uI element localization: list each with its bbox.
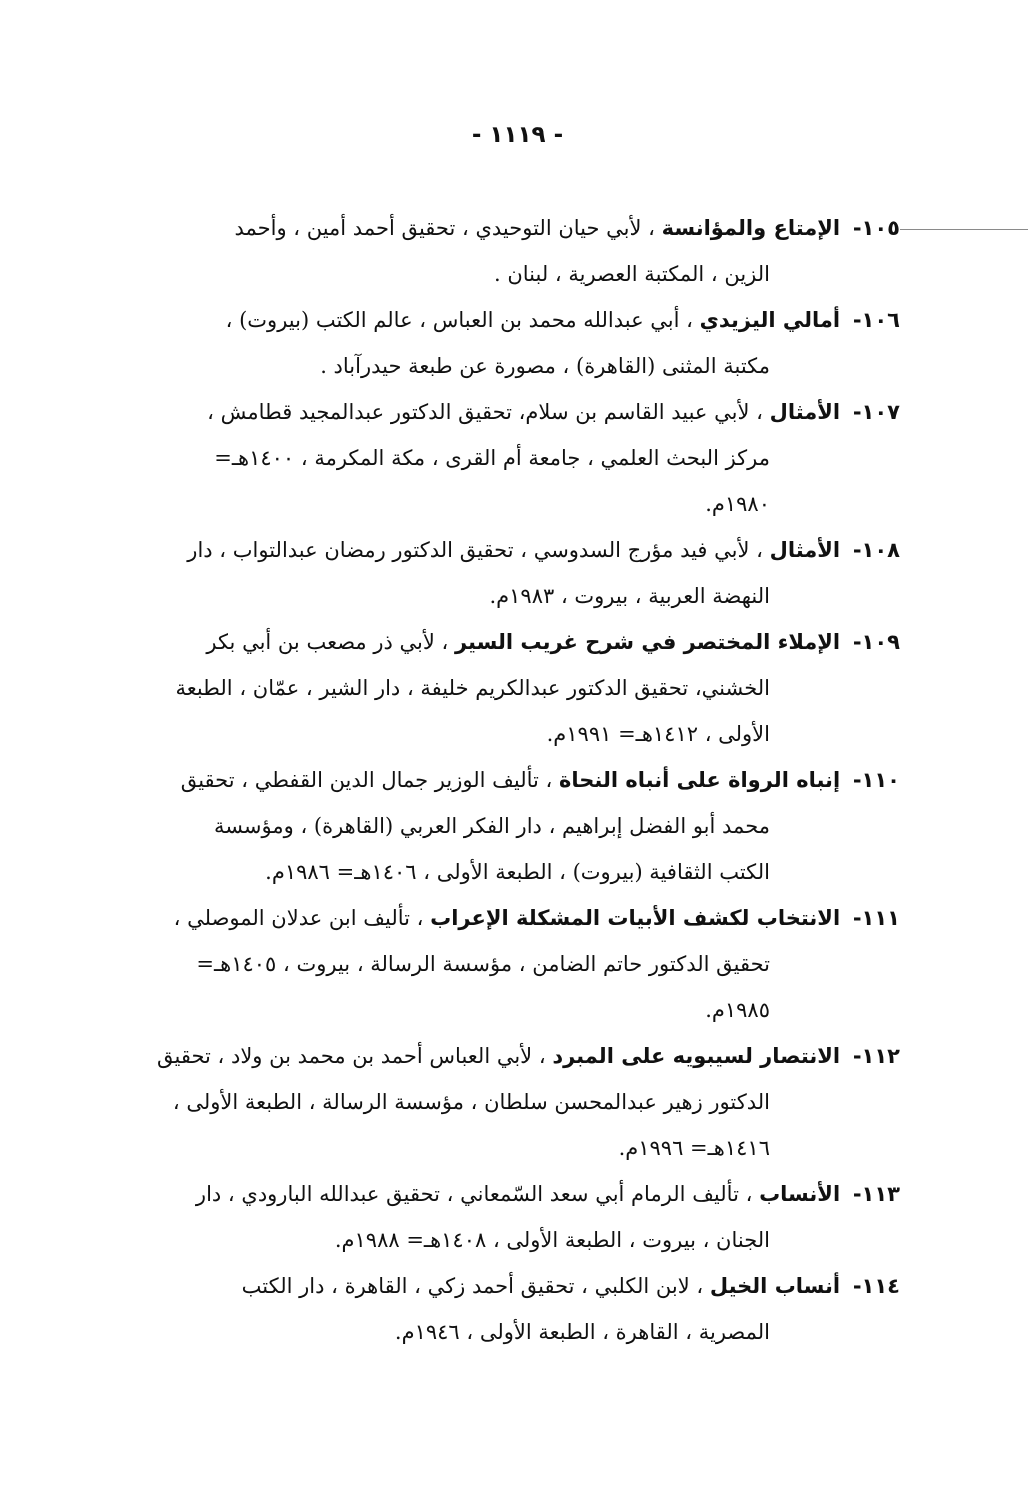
- margin-rule: [900, 229, 1028, 230]
- entry-text: ، أبي عبدالله محمد بن العباس ، عالم الكتب (بيروت) ،: [225, 308, 693, 332]
- entry-title: الإملاء المختصر في شرح غريب السير: [454, 630, 841, 654]
- entry-text: تحقيق الدكتور حاتم الضامن ، مؤسسة الرسالة ، بيروت ، ١٤٠٥هـ=: [196, 952, 770, 976]
- entry-text: مكتبة المثنى (القاهرة) ، مصورة عن طبعة حيدرآباد .: [320, 354, 770, 378]
- bibliography-entry: [120, 895, 900, 1033]
- entry-first-line: [120, 895, 900, 941]
- entry-text: ، لأبي ذر مصعب بن أبي بكر: [206, 630, 449, 654]
- entry-text: الدكتور زهير عبدالمحسن سلطان ، مؤسسة الرسالة ، الطبعة الأولى ،: [172, 1090, 770, 1114]
- entry-text: النهضة العربية ، بيروت ، ١٩٨٣م.: [489, 584, 770, 608]
- entry-number: ١٠٨-: [852, 538, 900, 562]
- entry-text: الأولى ، ١٤١٢هـ= ١٩٩١م.: [546, 722, 770, 746]
- entry-text: ، تأليف الوزير جمال الدين القفطي ، تحقيق: [180, 768, 553, 792]
- entry-title: الإمتاع والمؤانسة: [661, 216, 841, 240]
- entry-text: ، تأليف الرمام أبي سعد السّمعاني ، تحقيق عبدالله البارودي ، دار: [195, 1182, 753, 1206]
- entry-text: الخشني، تحقيق الدكتور عبدالكريم خليفة ، دار الشير ، عمّان ، الطبعة: [175, 676, 770, 700]
- bibliography-entry: [120, 1263, 900, 1355]
- entry-first-line: [120, 297, 900, 343]
- bibliography-entry: [120, 205, 900, 297]
- bibliography-entry: [120, 527, 900, 619]
- entry-title: أنساب الخيل: [709, 1274, 841, 1298]
- entry-number: ١١١-: [852, 906, 900, 930]
- entry-first-line: [120, 1033, 900, 1079]
- entry-number: ١٠٧-: [852, 400, 900, 424]
- bibliography-entry: [120, 1171, 900, 1263]
- entry-number: ١٠٥-: [852, 216, 900, 240]
- entry-title: الأنساب: [759, 1182, 841, 1206]
- entry-first-line: [120, 1171, 900, 1217]
- entry-text: الكتب الثقافية (بيروت) ، الطبعة الأولى ، ١٤٠٦هـ= ١٩٨٦م.: [265, 860, 770, 884]
- entry-text: ، لأبي حيان التوحيدي ، تحقيق أحمد أمين ، وأحمد: [234, 216, 655, 240]
- entry-number: ١١٢-: [852, 1044, 900, 1068]
- bibliography-entry: [120, 757, 900, 895]
- entry-title: الأمثال: [769, 538, 841, 562]
- bibliography-entry: [120, 389, 900, 527]
- entry-title: إنباه الرواة على أنباه النحاة: [558, 768, 841, 792]
- entry-title: الأمثال: [769, 400, 841, 424]
- entry-text: محمد أبو الفضل إبراهيم ، دار الفكر العربي (القاهرة) ، ومؤسسة: [213, 814, 770, 838]
- entry-number: ١٠٩-: [852, 630, 900, 654]
- entry-first-line: [120, 757, 900, 803]
- page-number: - ١١١٩ -: [471, 122, 564, 148]
- entry-text: الزين ، المكتبة العصرية ، لبنان .: [494, 262, 770, 286]
- entry-text: ، لأبي العباس أحمد بن محمد بن ولاد ، تحقيق: [156, 1044, 546, 1068]
- entry-text: المصرية ، القاهرة ، الطبعة الأولى ، ١٩٤٦م.: [394, 1320, 770, 1344]
- entry-number: ١١٣-: [852, 1182, 900, 1206]
- entry-first-line: [120, 205, 900, 251]
- entry-title: الانتصار لسيبويه على المبرد: [552, 1044, 841, 1068]
- bibliography-entry: [120, 619, 900, 757]
- entry-text: مركز البحث العلمي ، جامعة أم القرى ، مكة المكرمة ، ١٤٠٠هـ=: [214, 446, 770, 470]
- entry-title: الانتخاب لكشف الأبيات المشكلة الإعراب: [430, 906, 841, 930]
- entry-text: ، تأليف ابن عدلان الموصلي ،: [173, 906, 424, 930]
- bibliography-entry: [120, 1033, 900, 1171]
- entry-text: ١٤١٦هـ= ١٩٩٦م.: [618, 1136, 770, 1160]
- entry-first-line: [120, 389, 900, 435]
- entry-text: ١٩٨٥م.: [705, 998, 770, 1022]
- bibliography-entry: [120, 297, 900, 389]
- entry-text: ١٩٨٠م.: [705, 492, 770, 516]
- entry-text: ، لأبي فيد مؤرج السدوسي ، تحقيق الدكتور رمضان عبدالتواب ، دار: [187, 538, 763, 562]
- entry-number: ١٠٦-: [852, 308, 900, 332]
- entry-text: ، لابن الكلبي ، تحقيق أحمد زكي ، القاهرة ، دار الكتب: [241, 1274, 704, 1298]
- entry-first-line: [120, 527, 900, 573]
- entry-title: أمالي اليزيدي: [699, 308, 841, 332]
- entry-first-line: [120, 619, 900, 665]
- entry-number: ١١٠-: [852, 768, 900, 792]
- entry-text: الجنان ، بيروت ، الطبعة الأولى ، ١٤٠٨هـ= ١٩٨٨م.: [334, 1228, 770, 1252]
- bibliography-list: [120, 205, 900, 1355]
- entry-number: ١١٤-: [852, 1274, 900, 1298]
- entry-text: ، لأبي عبيد القاسم بن سلام، تحقيق الدكتور عبدالمجيد قطامش ،: [207, 400, 763, 424]
- entry-first-line: [120, 1263, 900, 1309]
